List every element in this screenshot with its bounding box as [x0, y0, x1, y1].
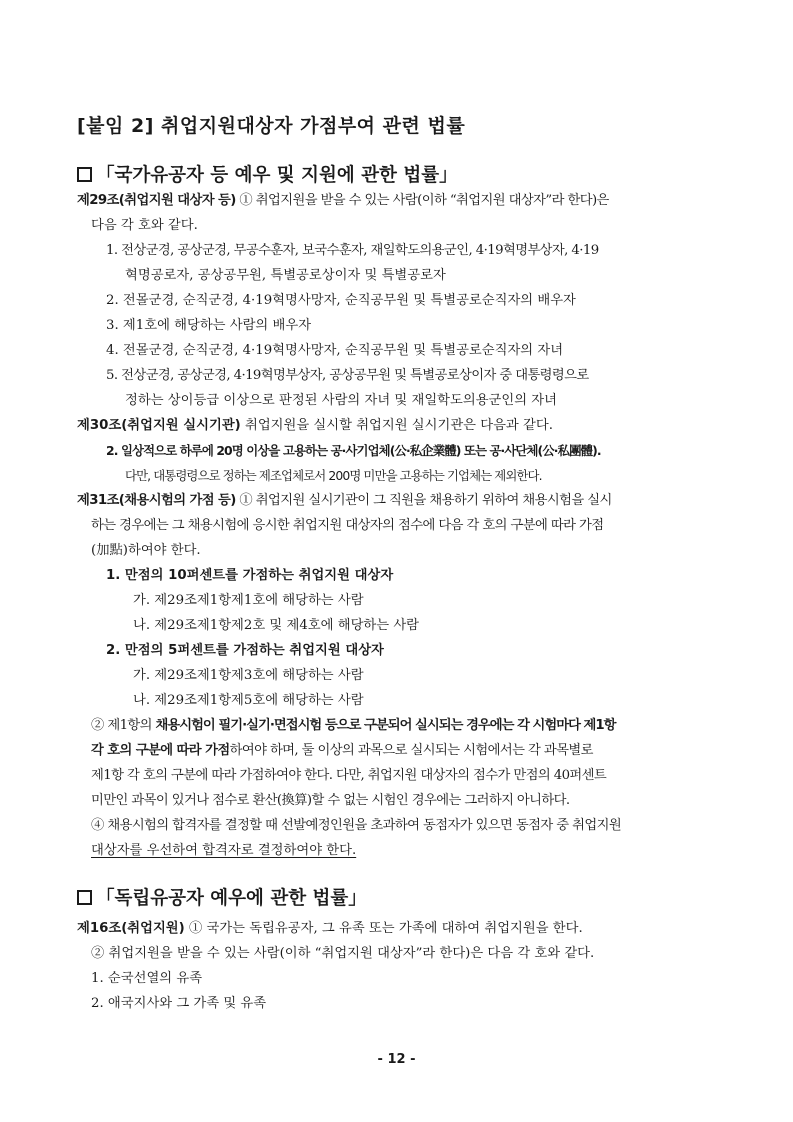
section-heading-text: 「국가유공자 등 예우 및 지원에 관한 법률」: [96, 165, 458, 186]
article-29-item-2: 2. 전몰군경, 순직군경, 4·19혁명사망자, 순직공무원 및 특별공로순직자의 배우자: [106, 293, 576, 308]
article-29-item-5-cont: 정하는 상이등급 이상으로 판정된 사람의 자녀 및 재일학도의용군인의 자녀: [125, 393, 558, 408]
article-31-line-2: 하는 경우에는 그 채용시험에 응시한 취업지원 대상자의 점수에 다음 각 호의 구분에 따라 가점: [91, 518, 604, 533]
article-30-text: 취업지원을 실시할 취업지원 실시기관은 다음과 같다.: [240, 418, 553, 433]
page-number: - 12 -: [377, 1052, 416, 1067]
article-16-item-1: 1. 순국선열의 유족: [91, 971, 203, 986]
article-29-item-5: 5. 전상군경, 공상군경, 4·19혁명부상자, 공상공무원 및 특별공로상이자 중 대통령령으로: [106, 368, 589, 383]
article-29-item-4: 4. 전몰군경, 순직군경, 4·19혁명사망자, 순직공무원 및 특별공로순직자의 자녀: [106, 343, 564, 358]
checkbox-square-icon: [77, 167, 92, 182]
article-29-item-1: 1. 전상군경, 공상군경, 무공수훈자, 보국수훈자, 재일학도의용군인, 4·19혁명부상자, 4·19: [106, 243, 599, 258]
article-16-text: ① 국가는 독립유공자, 그 유족 또는 가족에 대하여 취업지원을 한다.: [184, 921, 583, 936]
article-30-label: 제30조(취업지원 실시기관): [77, 418, 241, 433]
article-31-text: ① 취업지원 실시기관이 그 직원을 채용하기 위하여 채용시험을 실시: [235, 493, 612, 508]
article-29-line-2: 다음 각 호와 같다.: [91, 218, 198, 233]
para-2-rest: 하여야 하며, 둘 이상의 과목으로 실시되는 시험에서는 각 과목별로: [229, 743, 593, 758]
section-heading-text: 「독립유공자 예우에 관한 법률」: [96, 888, 367, 909]
article-31-para-4-line-2: 대상자를 우선하여 합격자로 결정하여야 한다.: [91, 843, 357, 858]
article-29-item-1-cont: 혁명공로자, 공상공무원, 특별공로상이자 및 특별공로자: [125, 268, 446, 283]
article-31-para-2-line-4: 미만인 과목이 있거나 점수로 환산(換算)할 수 없는 시험인 경우에는 그러하지 아니하다.: [91, 793, 570, 808]
article-31-item-1-ga: 가. 제29조제1항제1호에 해당하는 사람: [133, 593, 364, 608]
para-2-bold: 채용시험이 필기·실기·면접시험 등으로 구분되어 실시되는 경우에는 각 시험마다 제1항: [155, 718, 616, 733]
section-heading-independence-act: [77, 884, 367, 910]
para-2-bold-2: 각 호의 구분에 따라 가점: [91, 743, 230, 758]
checkbox-square-icon: [77, 890, 92, 905]
article-31-item-2-na: 나. 제29조제1항제5호에 해당하는 사람: [133, 693, 364, 708]
article-31-item-1-heading: 1. 만점의 10퍼센트를 가점하는 취업지원 대상자: [106, 568, 394, 583]
article-16-line-1: [77, 920, 583, 938]
article-29-label: 제29조(취업지원 대상자 등): [77, 193, 236, 208]
article-30-item-2-cont: 다만, 대통령령으로 정하는 제조업체로서 200명 미만을 고용하는 기업체는 제외한다.: [125, 468, 542, 483]
article-29-item-3: 3. 제1호에 해당하는 사람의 배우자: [106, 318, 312, 333]
article-30-line-1: [77, 417, 553, 435]
article-31-para-2-line-3: 제1항 각 호의 구분에 따라 가점하여야 한다. 다만, 취업지원 대상자의 점수가 만점의 40퍼센트: [91, 768, 607, 783]
article-29-line-1: [77, 192, 609, 210]
article-31-para-2-line-1: [91, 717, 616, 735]
article-16-para-2: ② 취업지원을 받을 수 있는 사람(이하 “취업지원 대상자”라 한다)은 다음 각 호와 같다.: [91, 946, 595, 961]
para-2-prefix: ② 제1항의: [91, 718, 156, 733]
article-16-item-2: 2. 애국지사와 그 가족 및 유족: [91, 996, 267, 1011]
article-31-line-3: (加點)하여야 한다.: [91, 543, 201, 558]
article-30-item-2: 2. 일상적으로 하루에 20명 이상을 고용하는 공·사기업체(公·私企業體) 또는 공·사단체(公·私團體).: [106, 443, 601, 458]
article-16-label: 제16조(취업지원): [77, 921, 185, 936]
page-title: [붙임 2] 취업지원대상자 가점부여 관련 법률: [77, 115, 466, 137]
article-31-line-1: [77, 492, 612, 510]
article-31-item-2-heading: 2. 만점의 5퍼센트를 가점하는 취업지원 대상자: [106, 643, 384, 658]
article-31-item-1-na: 나. 제29조제1항제2호 및 제4호에 해당하는 사람: [133, 618, 420, 633]
section-heading-veterans-act: [77, 161, 458, 187]
article-31-para-2-line-2: [91, 742, 593, 760]
article-31-label: 제31조(채용시험의 가점 등): [77, 493, 236, 508]
article-31-item-2-ga: 가. 제29조제1항제3호에 해당하는 사람: [133, 668, 364, 683]
article-31-para-4-line-1: ④ 채용시험의 합격자를 결정할 때 선발예정인원을 초과하여 동점자가 있으면 동점자 중 취업지원: [91, 818, 622, 833]
article-29-text: ① 취업지원을 받을 수 있는 사람(이하 “취업지원 대상자”라 한다)은: [235, 193, 609, 208]
